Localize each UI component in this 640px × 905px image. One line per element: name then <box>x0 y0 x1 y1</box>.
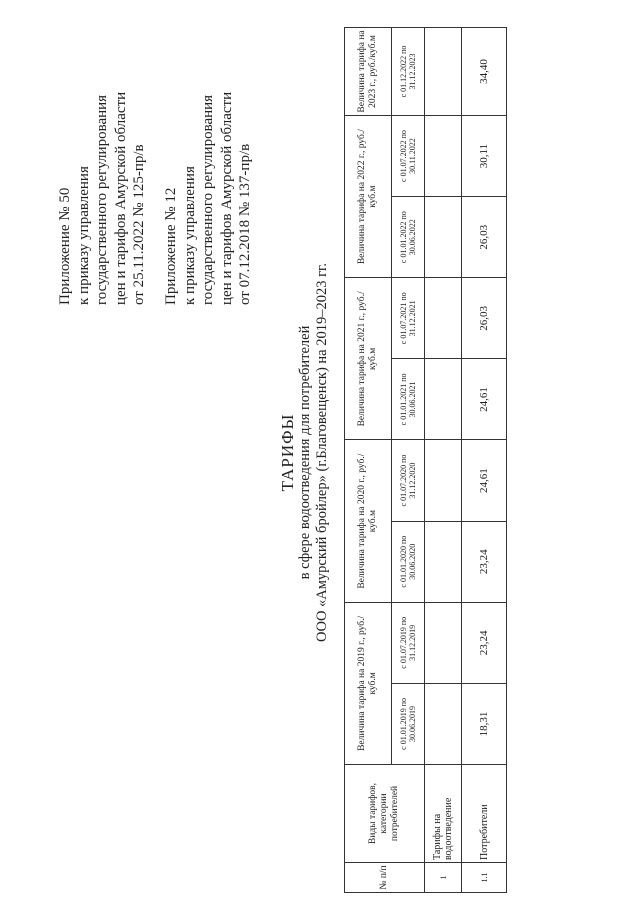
appendix-line: государственного регулирования <box>200 94 216 305</box>
header-number: № п/п <box>345 863 425 893</box>
tariff-value: 23,24 <box>462 521 507 602</box>
header-period: с 01.01.2019 по 30.06.2019 <box>392 683 425 764</box>
tariff-value: 18,31 <box>462 683 507 764</box>
document-title <box>278 0 331 905</box>
header-year-2021: Величина тарифа на 2021 г., руб./куб.м <box>345 278 392 440</box>
appendix-line: цен и тарифов Амурской области <box>218 91 235 305</box>
appendix-line: к приказу управления <box>75 166 92 305</box>
header-period: с 01.07.2019 по 31.12.2019 <box>392 602 425 683</box>
row-number: 1 <box>425 863 462 893</box>
table-cell-empty <box>425 683 462 764</box>
header-period: с 01.12.2022 по 31.12.2023 <box>392 28 425 116</box>
header-year-2020: Величина тарифа на 2020 г., руб./куб.м <box>345 440 392 602</box>
header-period: с 01.07.2022 по 30.11.2022 <box>392 116 425 197</box>
appendix-12-block <box>162 5 255 305</box>
tariff-value: 34,40 <box>462 28 507 116</box>
appendix-line: государственного регулирования <box>94 94 110 305</box>
header-period: с 01.07.2020 по 31.12.2020 <box>392 440 425 521</box>
tariff-value: 24,61 <box>462 440 507 521</box>
header-period: с 01.01.2021 по 30.06.2021 <box>392 359 425 440</box>
header-period: с 01.01.2020 по 30.06.2020 <box>392 521 425 602</box>
table-cell-empty <box>425 28 462 116</box>
title-subtitle: в сфере водоотведения для потребителей <box>297 325 313 580</box>
tariff-value: 30,11 <box>462 116 507 197</box>
appendix-line: Приложение № 50 <box>57 187 73 305</box>
header-year-2019: Величина тарифа на 2019 г., руб./куб.м <box>345 602 392 764</box>
table-cell-empty <box>425 197 462 278</box>
table-cell-empty <box>425 440 462 521</box>
appendix-line: от 25.11.2022 № 125-пр/в <box>131 144 147 305</box>
table-cell-empty <box>425 359 462 440</box>
appendix-line: Приложение № 12 <box>163 187 179 305</box>
row-name: Тарифы на водоотведение <box>425 765 462 863</box>
appendix-50-block <box>56 5 149 305</box>
appendix-line: к приказу управления <box>181 166 198 305</box>
tariff-value: 23,24 <box>462 602 507 683</box>
appendix-line: цен и тарифов Амурской области <box>112 91 129 305</box>
title-main: ТАРИФЫ <box>278 413 297 492</box>
header-period: с 01.07.2021 по 31.12.2021 <box>392 278 425 359</box>
table-row <box>462 28 507 893</box>
tariff-value: 24,61 <box>462 359 507 440</box>
table-cell-empty <box>425 602 462 683</box>
header-tariff-type: Виды тарифов, категории потребителей <box>345 765 425 863</box>
tariff-table <box>344 27 507 893</box>
table-row <box>425 28 462 893</box>
title-company: ООО «Амурский бройлер» (г.Благовещенск) на 2019–2023 гг. <box>314 263 330 642</box>
tariff-table-wrapper <box>344 27 507 893</box>
tariff-value: 26,03 <box>462 197 507 278</box>
header-period: с 01.01.2022 по 30.06.2022 <box>392 197 425 278</box>
row-number: 1.1 <box>462 863 507 893</box>
table-cell-empty <box>425 116 462 197</box>
appendix-line: от 07.12.2018 № 137-пр/в <box>237 143 253 305</box>
tariff-value: 26,03 <box>462 278 507 359</box>
header-year-2023: Величина тарифа на 2023 г., руб./куб.м <box>345 28 392 116</box>
row-name: Потребители <box>462 765 507 863</box>
header-year-2022: Величина тарифа на 2022 г., руб./куб.м <box>345 116 392 278</box>
table-cell-empty <box>425 278 462 359</box>
table-cell-empty <box>425 521 462 602</box>
